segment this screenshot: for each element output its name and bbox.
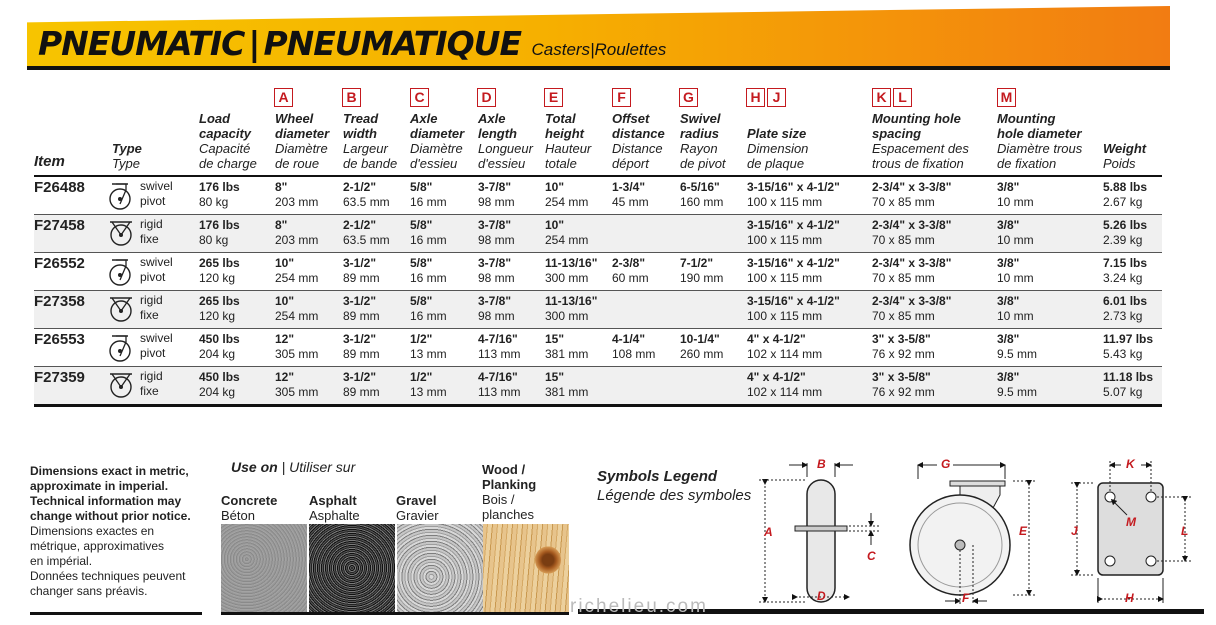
- value-cell: [680, 291, 747, 329]
- wood-texture: [483, 524, 569, 612]
- note-fr-line: Données techniques peuvent: [30, 569, 186, 583]
- type-cell: rigid fixe: [106, 291, 199, 329]
- value-cell: 3-15/16" x 4-1/2" 100 x 115 mm: [747, 294, 840, 323]
- type-cell: swivel pivot: [106, 329, 199, 367]
- value-cell: [680, 215, 747, 253]
- diagram-label-a: A: [764, 525, 773, 539]
- value-cell: 8" 203 mm: [275, 218, 319, 247]
- item-code: F27458: [34, 217, 85, 234]
- value-cell: 265 lbs 120 kg: [199, 294, 240, 323]
- wood-knot: [535, 546, 561, 574]
- subtitle-fr: Roulettes: [594, 40, 667, 59]
- value-cell: 10" 254 mm: [275, 256, 319, 285]
- value-cell: 3-7/8" 98 mm: [478, 218, 515, 247]
- header-offset: Offset distance Distance déport: [612, 111, 665, 171]
- value-cell: [612, 367, 680, 406]
- value-cell: 3-15/16" x 4-1/2" 100 x 115 mm: [747, 180, 840, 209]
- value-cell: 6-5/16" 160 mm: [680, 180, 724, 209]
- header-wheel: Wheel diameter Diamètre de roue: [275, 111, 330, 171]
- value-cell: 3-1/2" 89 mm: [343, 294, 380, 323]
- value-cell: 2-3/4" x 3-3/8" 70 x 85 mm: [872, 256, 952, 285]
- value-cell: 4" x 4-1/2" 102 x 114 mm: [747, 332, 823, 361]
- letter-box-axle-d: [410, 88, 429, 107]
- value-cell: 5/8" 16 mm: [410, 294, 447, 323]
- item-code: F27358: [34, 293, 85, 310]
- value-cell: 6.01 lbs 2.73 kg: [1103, 294, 1148, 323]
- header-tread: Tread width Largeur de bande: [343, 111, 398, 171]
- watermark: richelieu.com: [570, 596, 708, 617]
- note-en-line: approximate in imperial.: [30, 479, 169, 493]
- value-cell: 2-1/2" 63.5 mm: [343, 180, 390, 209]
- mounting-plate-view: [1071, 457, 1191, 605]
- value-cell: 3" x 3-5/8" 76 x 92 mm: [872, 370, 935, 399]
- value-cell: 3-15/16" x 4-1/2" 100 x 115 mm: [747, 256, 840, 285]
- header-axle-length: Axle length Longueur d'essieu: [478, 111, 533, 171]
- letter-l: L: [893, 88, 912, 107]
- value-cell: 3-1/2" 89 mm: [343, 370, 380, 399]
- value-cell: 3/8" 9.5 mm: [997, 370, 1038, 399]
- value-cell: 4" x 4-1/2" 102 x 114 mm: [747, 370, 823, 399]
- rigid-caster-icon: [106, 215, 136, 252]
- surfaces-rule: [221, 612, 569, 615]
- value-cell: [612, 291, 680, 329]
- value-cell: [680, 367, 747, 406]
- letter-d: D: [477, 88, 496, 107]
- diagram-label-g: G: [941, 457, 951, 471]
- letter-b: B: [342, 88, 361, 107]
- letter-h: H: [746, 88, 765, 107]
- caster-front-view: [910, 457, 1037, 605]
- value-cell: 2-3/4" x 3-3/8" 70 x 85 mm: [872, 294, 952, 323]
- letter-k: K: [872, 88, 891, 107]
- letter-g: G: [679, 88, 698, 107]
- value-cell: 1/2" 13 mm: [410, 332, 447, 361]
- value-cell: 15" 381 mm: [545, 332, 589, 361]
- letter-box-swivel: [679, 88, 698, 107]
- header-hole-diameter: Mounting hole diameter Diamètre trous de fixation: [997, 111, 1083, 171]
- asphalt-texture: [309, 524, 395, 612]
- table-row: [34, 291, 1162, 329]
- title-separator: |: [248, 24, 260, 63]
- table-row: [34, 253, 1162, 291]
- caster-diagrams: [755, 455, 1215, 610]
- value-cell: 176 lbs 80 kg: [199, 180, 240, 209]
- value-cell: 11.97 lbs 5.43 kg: [1103, 332, 1154, 361]
- concrete-texture: [221, 524, 307, 612]
- value-cell: 12" 305 mm: [275, 370, 319, 399]
- letter-e: E: [544, 88, 563, 107]
- value-cell: 2-1/2" 63.5 mm: [343, 218, 390, 247]
- surface-label-wood: Wood / Planking Bois / planches: [482, 462, 537, 522]
- letter-box-tread: [342, 88, 361, 107]
- value-cell: 11-13/16" 300 mm: [545, 256, 598, 285]
- use-on-title: Use on | Utiliser sur: [231, 459, 356, 475]
- value-cell: 5.26 lbs 2.39 kg: [1103, 218, 1148, 247]
- surface-label-concrete: Concrete Béton: [221, 493, 278, 523]
- value-cell: 4-7/16" 113 mm: [478, 370, 521, 399]
- header-weight: Weight Poids: [1103, 141, 1147, 171]
- diagram-label-b: B: [817, 457, 826, 471]
- value-cell: 3-7/8" 98 mm: [478, 294, 515, 323]
- letter-f: F: [612, 88, 631, 107]
- value-cell: 1-3/4" 45 mm: [612, 180, 649, 209]
- letter-box-offset: [612, 88, 631, 107]
- value-cell: 3-1/2" 89 mm: [343, 256, 380, 285]
- subtitle-separator: |: [590, 40, 595, 59]
- value-cell: 15" 381 mm: [545, 370, 589, 399]
- header-axle-diameter: Axle diameter Diamètre d'essieu: [410, 111, 465, 171]
- note-fr-line: métrique, approximatives: [30, 539, 165, 553]
- letter-c: C: [410, 88, 429, 107]
- letter-a: A: [274, 88, 293, 107]
- surface-label-asphalt: Asphalt Asphalte: [309, 493, 360, 523]
- diagram-label-c: C: [867, 549, 876, 563]
- value-cell: 12" 305 mm: [275, 332, 319, 361]
- value-cell: 4-7/16" 113 mm: [478, 332, 521, 361]
- diagram-label-e: E: [1019, 524, 1028, 538]
- item-code: F26488: [34, 179, 85, 196]
- value-cell: 10" 254 mm: [545, 180, 589, 209]
- header-swivel-radius: Swivel radius Rayon de pivot: [680, 111, 726, 171]
- value-cell: 11-13/16" 300 mm: [545, 294, 598, 323]
- value-cell: 450 lbs 204 kg: [199, 370, 240, 399]
- header-hole-spacing: Mounting hole spacing Espacement des trous de fixation: [872, 111, 969, 171]
- letter-box-wheel: [274, 88, 293, 107]
- diagram-label-l: L: [1181, 524, 1189, 538]
- value-cell: 3/8" 10 mm: [997, 218, 1034, 247]
- header-total-height: Total height Hauteur totale: [545, 111, 592, 171]
- surface-label-gravel: Gravel Gravier: [396, 493, 439, 523]
- note-fr-line: changer sans préavis.: [30, 584, 148, 598]
- value-cell: 3/8" 9.5 mm: [997, 332, 1038, 361]
- swivel-caster-icon: [106, 177, 136, 214]
- note-en-line: change without prior notice.: [30, 509, 191, 523]
- type-cell: swivel pivot: [106, 253, 199, 291]
- letter-box-plate: [746, 88, 786, 107]
- diagram-label-k: K: [1126, 457, 1135, 471]
- type-cell: rigid fixe: [106, 215, 199, 253]
- value-cell: 4-1/4" 108 mm: [612, 332, 656, 361]
- note-en-line: Technical information may: [30, 494, 182, 508]
- symbols-legend: Symbols Legend Légende des symboles: [597, 468, 752, 504]
- letter-box-axle-l: [477, 88, 496, 107]
- value-cell: 3-15/16" x 4-1/2" 100 x 115 mm: [747, 218, 840, 247]
- value-cell: 3-1/2" 89 mm: [343, 332, 380, 361]
- value-cell: 2-3/8" 60 mm: [612, 256, 649, 285]
- notes-rule: [30, 612, 202, 615]
- item-code: F26552: [34, 255, 85, 272]
- value-cell: 3-7/8" 98 mm: [478, 256, 515, 285]
- swivel-caster-icon: [106, 329, 136, 366]
- header-type: Type Type: [112, 141, 142, 171]
- banner-rule: [27, 66, 1170, 70]
- value-cell: 3/8" 10 mm: [997, 294, 1034, 323]
- value-cell: 3-7/8" 98 mm: [478, 180, 515, 209]
- value-cell: 7.15 lbs 3.24 kg: [1103, 256, 1148, 285]
- table-row: [34, 176, 1162, 215]
- value-cell: 2-3/4" x 3-3/8" 70 x 85 mm: [872, 218, 952, 247]
- subtitle-en: Casters: [531, 40, 591, 59]
- value-cell: 5/8" 16 mm: [410, 218, 447, 247]
- value-cell: [612, 215, 680, 253]
- value-cell: 1/2" 13 mm: [410, 370, 447, 399]
- note-fr-line: Dimensions exactes en: [30, 524, 155, 538]
- diagram-label-f: F: [962, 591, 970, 605]
- diagram-label-h: H: [1125, 591, 1134, 605]
- letter-box-hole: [997, 88, 1016, 107]
- value-cell: 2-3/4" x 3-3/8" 70 x 85 mm: [872, 180, 952, 209]
- table-row: [34, 367, 1162, 406]
- title-fr: PNEUMATIQUE: [263, 24, 521, 63]
- letter-m: M: [997, 88, 1016, 107]
- diagram-label-m: M: [1126, 515, 1136, 529]
- type-cell: swivel pivot: [106, 176, 199, 215]
- value-cell: 3" x 3-5/8" 76 x 92 mm: [872, 332, 935, 361]
- value-cell: 5/8" 16 mm: [410, 180, 447, 209]
- header-item: Item: [34, 153, 65, 170]
- diagram-label-d: D: [817, 589, 826, 603]
- title-en: PNEUMATIC: [38, 24, 245, 63]
- note-en-line: Dimensions exact in metric,: [30, 464, 189, 478]
- value-cell: 10" 254 mm: [545, 218, 589, 247]
- spec-table: [34, 175, 1162, 407]
- value-cell: 3/8" 10 mm: [997, 256, 1034, 285]
- value-cell: 11.18 lbs 5.07 kg: [1103, 370, 1154, 399]
- value-cell: 450 lbs 204 kg: [199, 332, 240, 361]
- table-row: [34, 329, 1162, 367]
- value-cell: 265 lbs 120 kg: [199, 256, 240, 285]
- value-cell: 10" 254 mm: [275, 294, 319, 323]
- type-cell: rigid fixe: [106, 367, 199, 406]
- page-title: [38, 24, 666, 63]
- rigid-caster-icon: [106, 367, 136, 404]
- note-fr-line: en impérial.: [30, 554, 93, 568]
- gravel-texture: [397, 524, 483, 612]
- value-cell: 8" 203 mm: [275, 180, 319, 209]
- header-load: Load capacity Capacité de charge: [199, 111, 257, 171]
- value-cell: 5/8" 16 mm: [410, 256, 447, 285]
- wheel-side-view: [759, 457, 879, 603]
- table-row: [34, 215, 1162, 253]
- value-cell: 3/8" 10 mm: [997, 180, 1034, 209]
- diagram-label-j: J: [1071, 524, 1078, 538]
- dimension-notes: [30, 464, 208, 599]
- value-cell: 7-1/2" 190 mm: [680, 256, 724, 285]
- value-cell: 176 lbs 80 kg: [199, 218, 240, 247]
- item-code: F27359: [34, 369, 85, 386]
- value-cell: 5.88 lbs 2.67 kg: [1103, 180, 1148, 209]
- rigid-caster-icon: [106, 291, 136, 328]
- swivel-caster-icon: [106, 253, 136, 290]
- value-cell: 10-1/4" 260 mm: [680, 332, 724, 361]
- letter-j: J: [767, 88, 786, 107]
- letter-box-spacing: [872, 88, 912, 107]
- item-code: F26553: [34, 331, 85, 348]
- header-plate-size: Plate size Dimension de plaque: [747, 126, 809, 171]
- letter-box-height: [544, 88, 563, 107]
